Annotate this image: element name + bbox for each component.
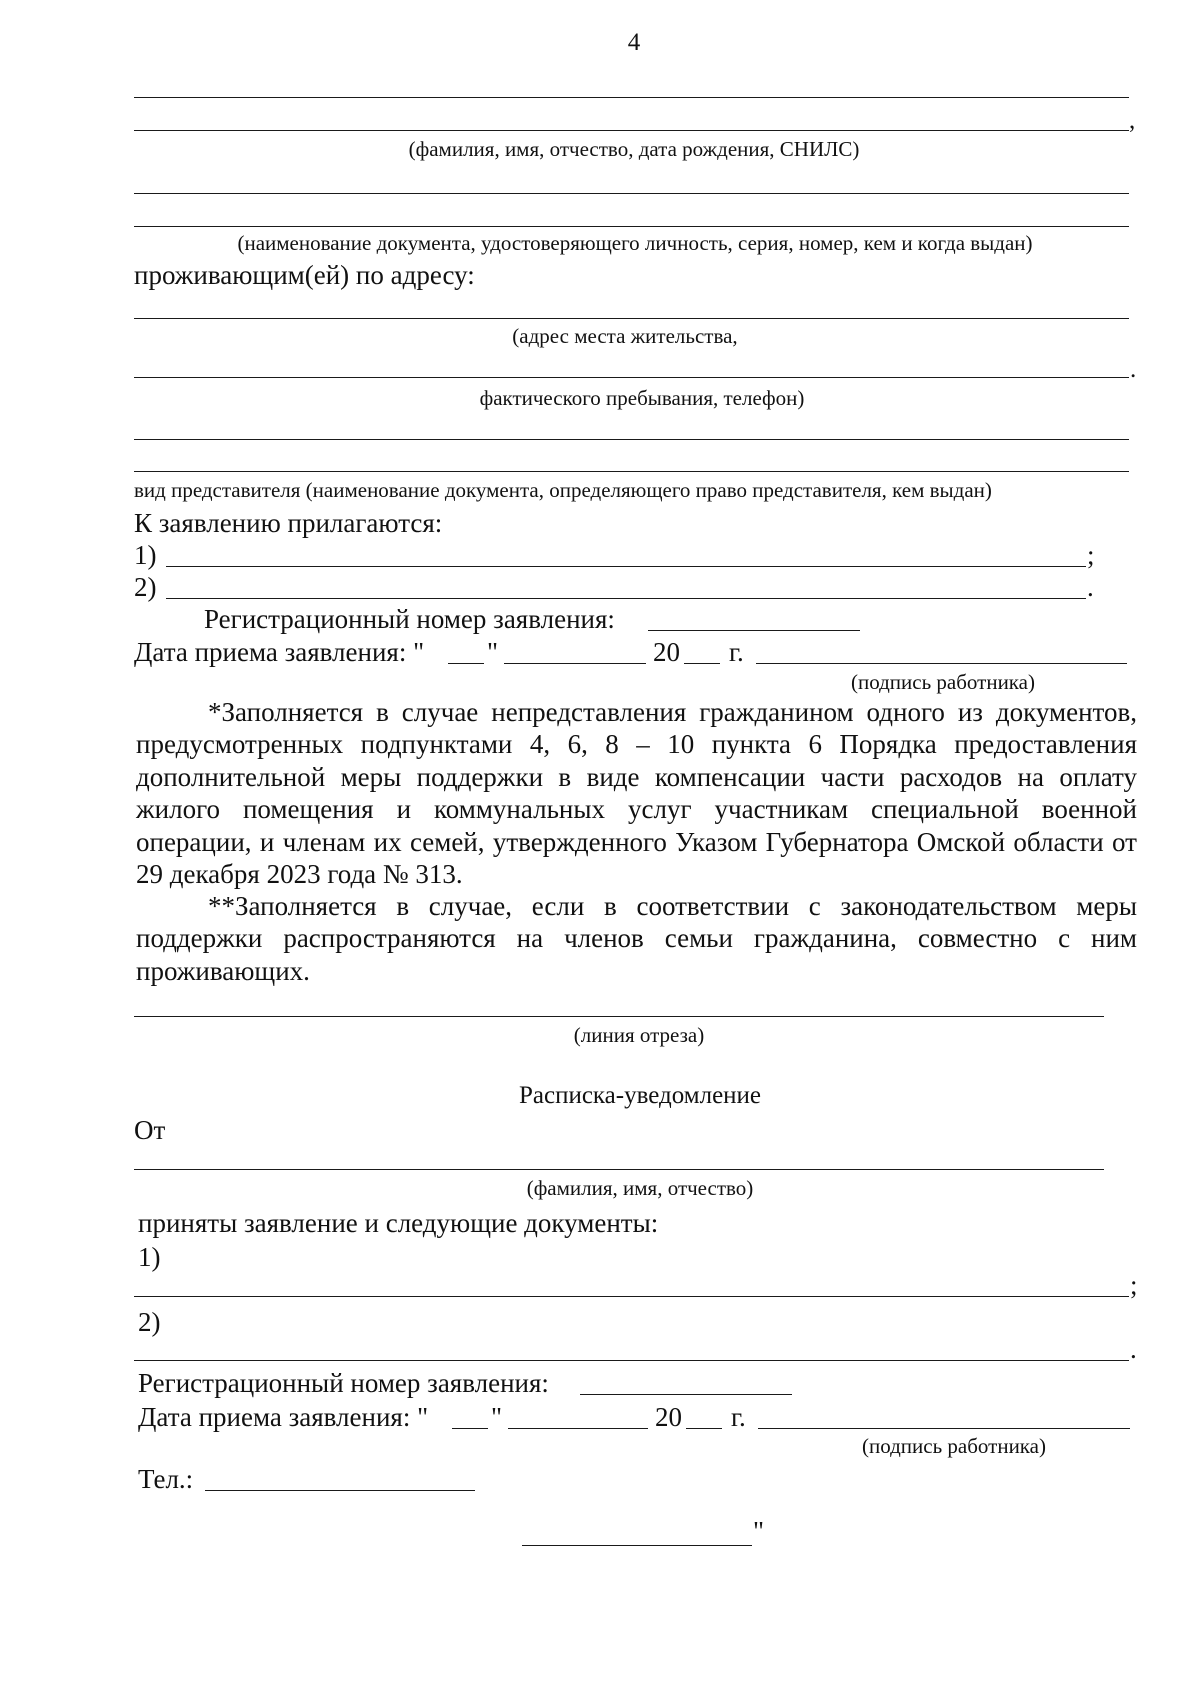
receipt-document-1-number: 1) (138, 1242, 161, 1272)
attachment-2-end: . (1087, 572, 1094, 602)
address-line-1 (134, 318, 1129, 319)
attachment-1-number: 1) (134, 540, 157, 570)
receipt-caption-fio: (фамилия, имя, отчество) (526, 1176, 754, 1200)
applicant-end-comma: , (1129, 107, 1136, 134)
registration-number-line (648, 630, 860, 631)
caption-id-document: (наименование документа, удостоверяющего личность, серия, номер, кем и когда выдан) (237, 231, 1033, 255)
representative-line-2 (134, 471, 1129, 472)
cut-line (134, 1016, 1104, 1017)
receipt-registration-number-label: Регистрационный номер заявления: (138, 1368, 549, 1398)
note-double-asterisk-text: **Заполняется в случае, если в соответствии с законодательством меры поддержки распространяются на членов семьи гражданина, совместно с ним проживающих. (136, 891, 1137, 986)
caption-representative: вид представителя (наименование документа, определяющего право представителя, кем выдан) (134, 478, 992, 502)
receipt-document-2-number: 2) (138, 1307, 161, 1337)
id-doc-line-2 (134, 226, 1129, 227)
attachments-heading: К заявлению прилагаются: (134, 508, 443, 538)
representative-line-1 (134, 439, 1129, 440)
caption-fio-snils: (фамилия, имя, отчество, дата рождения, СНИЛС) (408, 137, 860, 161)
receipt-document-1-end: ; (1130, 1270, 1138, 1300)
receipt-acceptance-date-label: Дата приема заявления: " (138, 1402, 429, 1432)
receipt-document-1-line (134, 1296, 1129, 1297)
residing-label: проживающим(ей) по адресу: (134, 260, 475, 290)
caption-employee-signature: (подпись работника) (850, 670, 1036, 694)
attachment-1-end: ; (1087, 540, 1095, 570)
receipt-fio-line (134, 1169, 1104, 1170)
acceptance-year-suffix: г. (729, 637, 744, 667)
caption-address: (адрес места жительства, (512, 324, 738, 348)
acceptance-year-prefix: 20 (653, 637, 680, 667)
id-doc-line-1 (134, 193, 1129, 194)
applicant-line-1 (134, 97, 1129, 98)
receipt-acceptance-year-line (686, 1428, 722, 1429)
note-single-asterisk (136, 696, 1137, 890)
acceptance-day-line (448, 663, 484, 664)
receipt-from-label: От (134, 1115, 166, 1145)
receipt-phone-line (205, 1490, 475, 1491)
acceptance-date-quote: " (487, 637, 499, 667)
receipt-acceptance-year-suffix: г. (731, 1402, 746, 1432)
receipt-document-2-line (134, 1360, 1129, 1361)
attachment-2-number: 2) (134, 572, 157, 602)
acceptance-year-line (684, 663, 720, 664)
caption-actual-stay: фактического пребывания, телефон) (479, 386, 805, 410)
receipt-document-2-end: . (1130, 1334, 1137, 1364)
registration-number-label: Регистрационный номер заявления: (204, 604, 615, 634)
address-end-period: . (1130, 356, 1137, 383)
receipt-acceptance-date-quote: " (491, 1402, 503, 1432)
receipt-registration-number-line (580, 1394, 792, 1395)
receipt-title: Расписка-уведомление (518, 1082, 762, 1109)
note-single-asterisk-text: *Заполняется в случае непредставления гражданином одного из документов, предусмотренных подпунктами 4, 6, 8 – 10 пункта 6 Порядка предоставления дополнительной меры поддержки в виде компенсации части расходов на оплату жилого помещения и коммунальных услуг участникам специальной военной операции, и членам их семей, утвержденного Указом Губернатора Омской области от 29 декабря 2023 года № 313. (136, 697, 1137, 890)
receipt-employee-signature-line (758, 1428, 1130, 1429)
employee-signature-line (756, 663, 1127, 664)
attachment-1-line (166, 566, 1086, 567)
note-double-asterisk (136, 890, 1137, 987)
page-number: 4 (627, 29, 641, 56)
address-line-2 (134, 377, 1129, 378)
cut-line-caption: (линия отреза) (573, 1023, 705, 1047)
receipt-acceptance-month-line (508, 1428, 648, 1429)
receipt-accepted-label: приняты заявление и следующие документы: (138, 1208, 659, 1238)
acceptance-date-label: Дата приема заявления: " (134, 637, 425, 667)
acceptance-month-line (504, 663, 646, 664)
receipt-acceptance-day-line (452, 1428, 488, 1429)
closing-quote: " (753, 1516, 765, 1546)
receipt-acceptance-year-prefix: 20 (655, 1402, 682, 1432)
receipt-phone-label: Тел.: (138, 1464, 194, 1494)
applicant-line-2 (134, 130, 1129, 131)
attachment-2-line (166, 598, 1086, 599)
receipt-caption-employee-signature: (подпись работника) (861, 1434, 1047, 1458)
closing-line (522, 1545, 752, 1546)
